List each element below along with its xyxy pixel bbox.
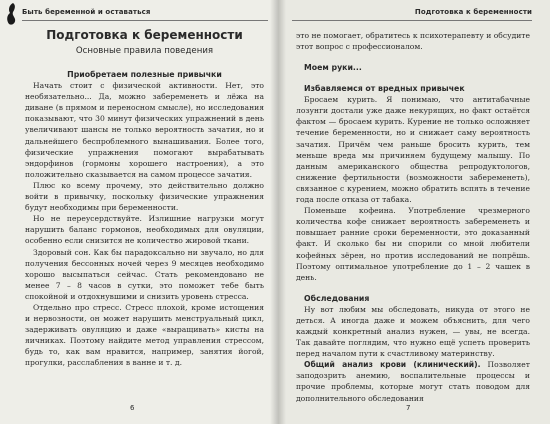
section-heading-bad-habits: Избавляемся от вредных привычек: [304, 84, 465, 94]
paragraph: Бросаем курить. Я понимаю, что антитабачные лозунги достали уже даже некурящих, но факт остаётся фактом — бросаем курить. Курение не только осложняет течение беременности, но и снижает саму вероятность зачатия. Причём чем раньше бросить курить, тем меньше вреда мы причиняем будущему малышу. По данным американского общества репродуктологов, снижение фертильности (возможности забеременеть), связанное с курением, можно обратить вспять в течение года после отказа от табака.: [296, 95, 530, 205]
section-heading-exams: Обследования: [304, 293, 370, 303]
section-heading-habits: Приобретаем полезные привычки: [67, 70, 222, 80]
page-number-right: 7: [406, 404, 411, 412]
running-head-left: Быть беременной и оставаться: [22, 8, 268, 21]
left-page-content: [25, 26, 264, 369]
paragraph: Начать стоит с физической активности. Нет, это необязательно... Да, можно забеременеть и лёжа на диване (в прямом и переносном смысле), но исследования показывают, что 30 минут физических упражнений в день увеличивают шансы не только вероятность зачатия, но и дальнейшего беспроблемного вынашивания. Более того, физические упражнения помогают вырабатывать эндорфинов (гормоны хорошего настроения), а это положительно сказывается на самом процессе зачатия.: [25, 81, 264, 179]
paragraph: Плюс ко всему прочему, это действительно должно войти в привычку, поскольку физические упражнения будут необходимы при беременности.: [25, 180, 264, 213]
right-page: [278, 0, 550, 424]
paragraph: Поменьше кофеина. Употребление чрезмерного количества кофе снижает вероятность забеременеть и повышает ранние сроки беременности, это доказанный факт. И сколько бы ни спорили со мной любители кофейных зёрен, но против исследований не попрёшь. Поэтому оптимальное употребление до 1 – 2 чашек в день.: [296, 206, 530, 282]
page-number-left: 6: [130, 404, 135, 412]
paragraph: Отдельно про стресс. Стресс плохой, кроме истощения и нервозности, он может нарушить менструальный цикл, задерживать овуляцию и даже «выращивать» кисты на яичниках. Поэтому найдите метод управления стрессом, будь то, как вам нравится, например, занятия йогой, прогулки, расслабления в ванне и т. д.: [25, 302, 264, 368]
running-head-right: Подготовка к беременности: [292, 8, 532, 21]
right-page-content: [296, 30, 530, 404]
run-in-text: Позволяет заподозрить анемию, воспалительные процессы и прочие проблемы, которые могут стать поводом для дополнительного обследования: [296, 360, 530, 403]
paragraph: Здоровый сон. Как бы парадоксально ни звучало, но для получения бессонных ночей через 9 месяцев необходимо хорошо высыпаться сейчас. Стать рекомендовано не менее 7 – 8 часов в сутки, это поможет тебе быть спокойной и отдохнувшими и снизить уровень стресса.: [25, 247, 264, 301]
paragraph: Но не переусердствуйте. Излишние нагрузки могут нарушить баланс гормонов, необходимых для овуляции, особенно если снизится не количество жировой ткани.: [25, 214, 264, 246]
chapter-subtitle: Основные правила поведения: [75, 46, 214, 56]
paragraph-blood-test: [296, 359, 530, 403]
run-in-heading: Общий анализ крови (клинический).: [304, 360, 481, 370]
paragraph: Ну вот любим мы обследовать, никуда от этого не деться. А иногда даже и можем объяснить, для чего каждый конкретный анализ нужен, — увы, не всегда. Так давайте поглядим, что нужно ещё успеть проверить перед началом пути к счастливому материнству.: [296, 304, 530, 359]
paragraph: это не помогает, обратитесь к психотерапевту и обсудите этот вопрос с профессионалом.: [296, 31, 530, 52]
chapter-title: Подготовка к беременности: [46, 28, 243, 42]
book-gutter: [270, 0, 286, 424]
subheading-wash-hands: Моем руки...: [304, 63, 362, 73]
stork-logo-icon: [4, 2, 18, 26]
